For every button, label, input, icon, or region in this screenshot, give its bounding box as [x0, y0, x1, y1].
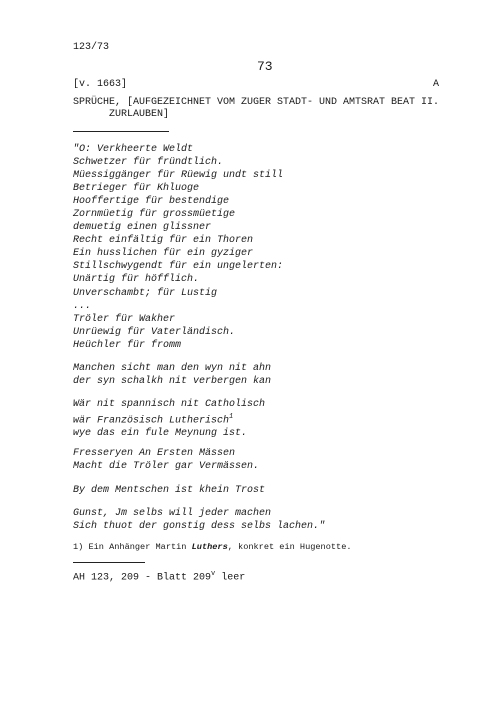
archive-reference-text: AH 123, 209 - Blatt 209	[73, 572, 212, 584]
poem-stanza-1	[73, 143, 283, 352]
poem-line: Unrüewig für Vaterländisch.	[73, 326, 236, 338]
poem-line: wye das ein fule Meynung ist.	[73, 428, 248, 440]
poem-line: Hooffertige für bestendige	[73, 196, 230, 208]
poem-line: Stillschwygendt für ein ungelerten:	[73, 261, 284, 273]
archive-reference-end: leer	[215, 572, 246, 584]
verso-marker: v	[211, 570, 216, 578]
footer-rule	[73, 562, 145, 563]
poem-stanza-3	[73, 398, 265, 440]
poem-line: Müessiggänger für Rüewig undt still	[73, 170, 284, 182]
footnote-name: Luthers	[191, 542, 228, 552]
poem-line: Schwetzer für fründtlich.	[73, 157, 224, 169]
poem-line: Wär nit spannisch nit Catholisch	[73, 399, 266, 410]
document-date: [v. 1663]	[73, 79, 128, 90]
poem-line: Unverschambt; für Lustig	[73, 287, 218, 299]
footnote-text: 1) Ein Anhänger Martin	[73, 542, 192, 552]
footnote	[73, 542, 352, 552]
poem-stanza-5	[73, 484, 265, 497]
poem-line: Recht einfältig für ein Thoren	[73, 235, 254, 247]
poem-line: Macht die Tröler gar Vermässen.	[73, 461, 260, 473]
poem-line: Betrieger für Khluoge	[73, 183, 200, 195]
poem-line: Manchen sicht man den wyn nit ahn	[73, 363, 272, 374]
poem-line-text: wär Französisch Lutherisch	[73, 415, 230, 427]
document-title-continued: ZURLAUBEN]	[109, 109, 170, 120]
poem-line: "O: Verkheerte Weldt	[73, 144, 194, 155]
poem-line: Zornmüetig für grossmüetige	[73, 209, 236, 221]
page-reference: 123/73	[73, 42, 110, 53]
poem-line: Sich thuot der gonstig dess selbs lachen."	[73, 521, 326, 533]
poem-line: demuetig einen glissner	[73, 222, 212, 234]
archive-reference	[73, 570, 245, 583]
footnote-marker: 1	[229, 413, 234, 422]
document-letter: A	[433, 79, 440, 90]
poem-line: Fresseryen An Ersten Mässen	[73, 448, 236, 459]
poem-line: Tröler für Wakher	[73, 313, 176, 325]
poem-line: Gunst, Jm selbs will jeder machen	[73, 508, 272, 519]
poem-line: ...	[73, 300, 92, 312]
poem-line: Heüchler für fromm	[73, 339, 182, 351]
poem-line: By dem Mentschen ist khein Trost	[73, 485, 266, 496]
poem-stanza-4	[73, 447, 259, 473]
poem-stanza-2	[73, 362, 271, 388]
title-rule	[73, 131, 169, 132]
footnote-text-end: , konkret ein Hugenotte.	[227, 542, 352, 552]
document-number: 73	[257, 59, 273, 74]
poem-line	[73, 411, 265, 427]
poem-stanza-6	[73, 507, 325, 533]
document-title: SPRÜCHE, [AUFGEZEICHNET VOM ZUGER STADT- UND AMTSRAT BEAT II.	[73, 97, 440, 108]
poem-line: Unärtig für höfflich.	[73, 274, 200, 286]
poem-line: Ein husslichen für ein gyziger	[73, 248, 254, 260]
poem-line: der syn schalkh nit verbergen kan	[73, 376, 272, 388]
